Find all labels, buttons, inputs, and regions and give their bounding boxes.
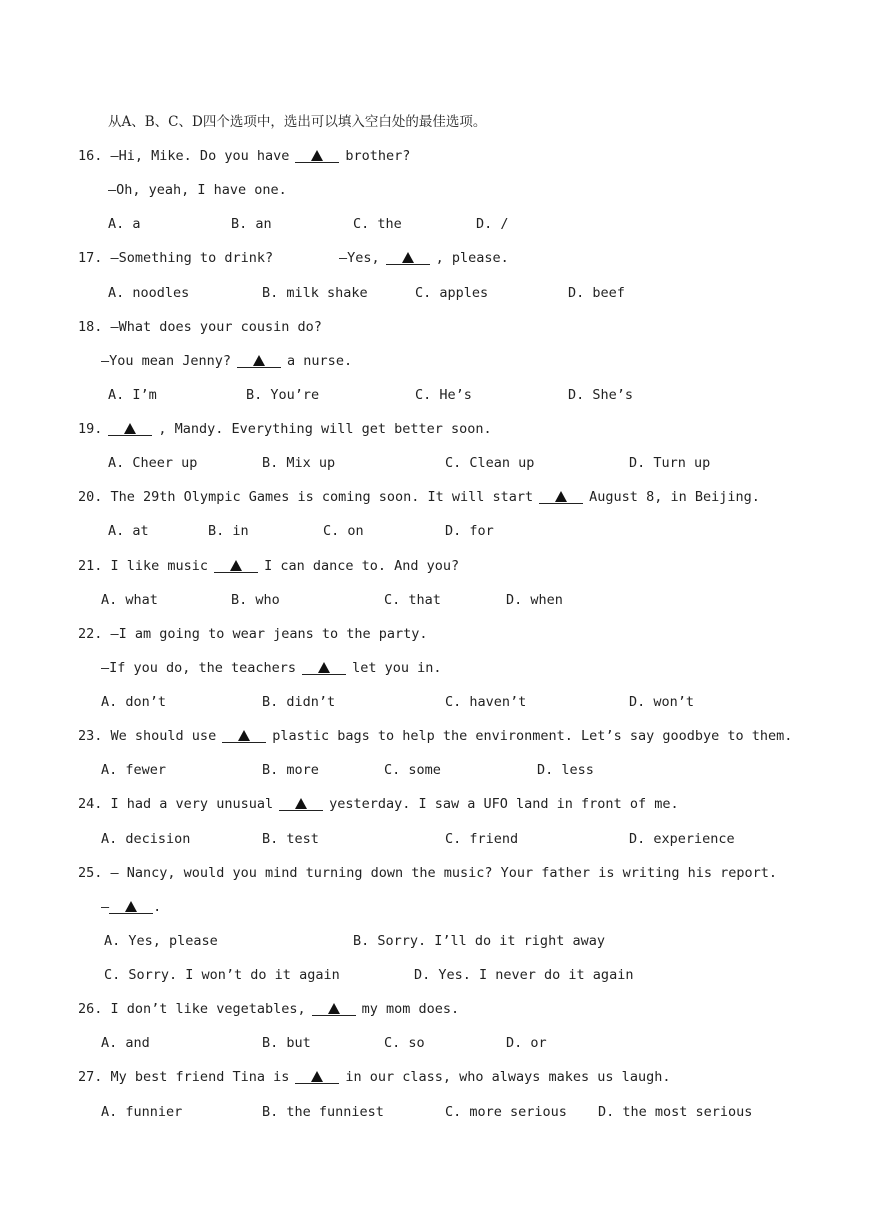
option-a[interactable]: A. a <box>108 216 141 232</box>
option-b[interactable]: B. but <box>262 1035 311 1051</box>
option-d[interactable]: D. She’s <box>568 387 634 403</box>
option-b[interactable]: B. who <box>231 592 280 608</box>
option-a[interactable]: A. at <box>108 523 149 539</box>
answer-blank[interactable] <box>279 796 323 811</box>
question-number: 16. <box>78 148 103 164</box>
triangle-icon <box>295 798 307 809</box>
question-17 <box>78 249 273 267</box>
question-text: —I am going to wear jeans to the party. <box>110 626 428 642</box>
question-text: I don’t like vegetables, <box>110 1001 306 1017</box>
triangle-icon <box>311 150 323 161</box>
option-d[interactable]: D. less <box>537 762 594 778</box>
answer-blank[interactable] <box>295 1069 339 1084</box>
option-c[interactable]: C. He’s <box>415 387 472 403</box>
question-number: 17. <box>78 250 103 266</box>
option-c[interactable]: C. Sorry. I won’t do it again <box>104 967 340 983</box>
option-d[interactable]: D. Yes. I never do it again <box>414 967 634 983</box>
question-text: , Mandy. Everything will get better soon. <box>158 421 492 437</box>
option-b[interactable]: B. didn’t <box>262 694 336 710</box>
option-c[interactable]: C. more serious <box>445 1104 567 1120</box>
question-24 <box>78 795 679 813</box>
question-19 <box>78 420 492 438</box>
question-16 <box>78 147 410 165</box>
question-text: — <box>101 899 110 915</box>
triangle-icon <box>328 1003 340 1014</box>
question-text: let you in. <box>352 660 442 676</box>
option-b[interactable]: B. the funniest <box>262 1104 384 1120</box>
option-a[interactable]: A. Yes, please <box>104 933 218 949</box>
option-b[interactable]: B. Sorry. I’ll do it right away <box>353 933 605 949</box>
question-18-reply <box>101 352 352 370</box>
option-c[interactable]: C. apples <box>415 285 489 301</box>
question-text: We should use <box>110 728 217 744</box>
option-a[interactable]: A. I’m <box>108 387 157 403</box>
option-d[interactable]: D. when <box>506 592 563 608</box>
question-number: 22. <box>78 626 103 642</box>
instruction-text: 从A、B、C、D四个选项中，选出可以填入空白处的最佳选项。 <box>108 114 487 130</box>
option-b[interactable]: B. test <box>262 831 319 847</box>
option-a[interactable]: A. Cheer up <box>108 455 198 471</box>
option-c[interactable]: C. on <box>323 523 364 539</box>
option-b[interactable]: B. an <box>231 216 272 232</box>
option-c[interactable]: C. the <box>353 216 402 232</box>
answer-blank[interactable] <box>108 421 152 436</box>
triangle-icon <box>555 491 567 502</box>
question-text: —Something to drink? <box>110 250 274 266</box>
triangle-icon <box>402 252 414 263</box>
question-text: — Nancy, would you mind turning down the music? Your father is writing his report. <box>110 865 778 881</box>
option-d[interactable]: D. for <box>445 523 494 539</box>
question-number: 18. <box>78 319 103 335</box>
question-text: yesterday. I saw a UFO land in front of me. <box>329 796 679 812</box>
question-21 <box>78 557 459 575</box>
question-text: I can dance to. And you? <box>264 558 460 574</box>
question-22 <box>78 625 428 643</box>
answer-blank[interactable] <box>312 1001 356 1016</box>
option-b[interactable]: B. more <box>262 762 319 778</box>
option-d[interactable]: D. Turn up <box>629 455 711 471</box>
option-a[interactable]: A. and <box>101 1035 150 1051</box>
option-a[interactable]: A. what <box>101 592 158 608</box>
option-c[interactable]: C. some <box>384 762 441 778</box>
question-text: plastic bags to help the environment. Let’s say goodbye to them. <box>272 728 793 744</box>
option-a[interactable]: A. decision <box>101 831 191 847</box>
question-23 <box>78 727 792 745</box>
option-a[interactable]: A. don’t <box>101 694 167 710</box>
question-text: —Hi, Mike. Do you have <box>110 148 290 164</box>
question-27 <box>78 1068 670 1086</box>
question-text: I like music <box>110 558 209 574</box>
option-a[interactable]: A. noodles <box>108 285 190 301</box>
option-b[interactable]: B. Mix up <box>262 455 336 471</box>
question-16-reply: —Oh, yeah, I have one. <box>108 182 287 198</box>
question-number: 21. <box>78 558 103 574</box>
question-text: in our class, who always makes us laugh. <box>345 1069 671 1085</box>
option-d[interactable]: D. or <box>506 1035 547 1051</box>
option-d[interactable]: D. experience <box>629 831 735 847</box>
answer-blank[interactable] <box>222 728 266 743</box>
triangle-icon <box>124 423 136 434</box>
question-text: My best friend Tina is <box>110 1069 290 1085</box>
question-text: —Yes, <box>339 250 380 266</box>
option-c[interactable]: C. haven’t <box>445 694 527 710</box>
question-text: —If you do, the teachers <box>101 660 297 676</box>
answer-blank[interactable] <box>214 558 258 573</box>
answer-blank[interactable] <box>109 899 153 914</box>
question-number: 20. <box>78 489 103 505</box>
option-c[interactable]: C. friend <box>445 831 519 847</box>
question-number: 26. <box>78 1001 103 1017</box>
triangle-icon <box>318 662 330 673</box>
question-number: 19. <box>78 421 103 437</box>
option-c[interactable]: C. Clean up <box>445 455 535 471</box>
question-text: brother? <box>345 148 411 164</box>
answer-blank[interactable] <box>539 489 583 504</box>
question-25 <box>78 864 777 882</box>
question-number: 27. <box>78 1069 103 1085</box>
answer-blank[interactable] <box>386 250 430 265</box>
question-text: —What does your cousin do? <box>110 319 322 335</box>
question-text: I had a very unusual <box>110 796 274 812</box>
question-20 <box>78 488 760 506</box>
triangle-icon <box>253 355 265 366</box>
question-text: The 29th Olympic Games is coming soon. It will start <box>110 489 534 505</box>
answer-blank[interactable] <box>302 660 346 675</box>
option-a[interactable]: A. fewer <box>101 762 167 778</box>
question-text: —You mean Jenny? <box>101 353 232 369</box>
option-b[interactable]: B. milk shake <box>262 285 368 301</box>
triangle-icon <box>311 1071 323 1082</box>
option-c[interactable]: C. that <box>384 592 441 608</box>
question-number: 25. <box>78 865 103 881</box>
question-text: . <box>153 899 162 915</box>
triangle-icon <box>238 730 250 741</box>
option-a[interactable]: A. funnier <box>101 1104 183 1120</box>
question-text: a nurse. <box>287 353 353 369</box>
answer-blank[interactable] <box>237 353 281 368</box>
option-b[interactable]: B. in <box>208 523 249 539</box>
option-d[interactable]: D. / <box>476 216 509 232</box>
question-26 <box>78 1000 459 1018</box>
triangle-icon <box>125 901 137 912</box>
triangle-icon <box>230 560 242 571</box>
option-b[interactable]: B. You’re <box>246 387 320 403</box>
option-c[interactable]: C. so <box>384 1035 425 1051</box>
question-25-reply <box>101 898 161 916</box>
question-number: 24. <box>78 796 103 812</box>
question-text: August 8, in Beijing. <box>589 489 760 505</box>
option-d[interactable]: D. beef <box>568 285 625 301</box>
option-d[interactable]: D. the most serious <box>598 1104 753 1120</box>
question-22-reply <box>101 659 441 677</box>
option-d[interactable]: D. won’t <box>629 694 695 710</box>
question-text: my mom does. <box>361 1001 460 1017</box>
answer-blank[interactable] <box>295 148 339 163</box>
question-number: 23. <box>78 728 103 744</box>
question-17-reply <box>339 249 509 267</box>
question-18 <box>78 318 322 336</box>
question-text: , please. <box>435 250 509 266</box>
